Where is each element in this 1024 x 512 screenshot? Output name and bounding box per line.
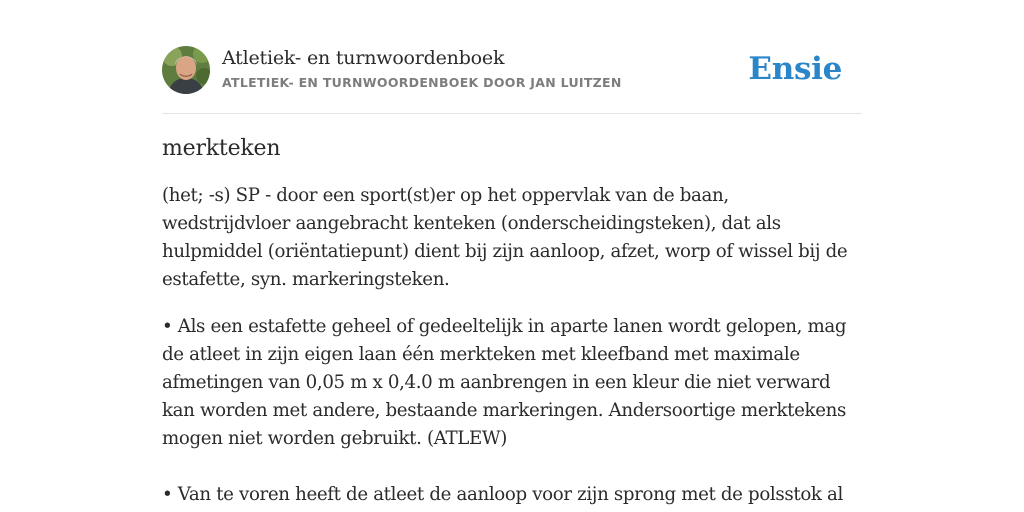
definition-paragraph: (het; -s) SP - door een sport(st)er op het oppervlak van de baan, wedstrijdvloer aangebracht kenteken (onderscheidingsteken), dat als hulpmiddel (oriëntatiepunt) dient bij zijn aanloop, afzet, worp of wissel bij de estafette, syn. markeringsteken. xyxy=(162,185,848,290)
entry-headword: merkteken xyxy=(162,136,281,161)
author-portrait-icon xyxy=(162,46,210,94)
book-subtitle[interactable]: ATLETIEK- EN TURNWOORDENBOEK DOOR JAN LUITZEN xyxy=(222,75,622,90)
entry-definition xyxy=(162,182,862,509)
book-title[interactable]: Atletiek- en turnwoordenboek xyxy=(222,47,505,69)
ensie-logo[interactable]: Ensie xyxy=(748,51,842,87)
example-paragraph: • Van te voren heeft de atleet de aanloop voor zijn sprong met de polsstok al xyxy=(162,484,843,505)
header xyxy=(162,46,862,114)
entry-content xyxy=(162,136,862,512)
example-paragraph: • Als een estafette geheel of gedeeltelijk in aparte lanen wordt gelopen, mag de atleet in zijn eigen laan één merkteken met kleefband met maximale afmetingen van 0,05 m x 0,4.0 m aanbrengen in een kleur die niet verward kan worden met andere, bestaande markeringen. Andersoortige merktekens mogen niet worden gebruikt. (ATLEW) xyxy=(162,316,847,449)
author-avatar[interactable] xyxy=(162,46,210,94)
